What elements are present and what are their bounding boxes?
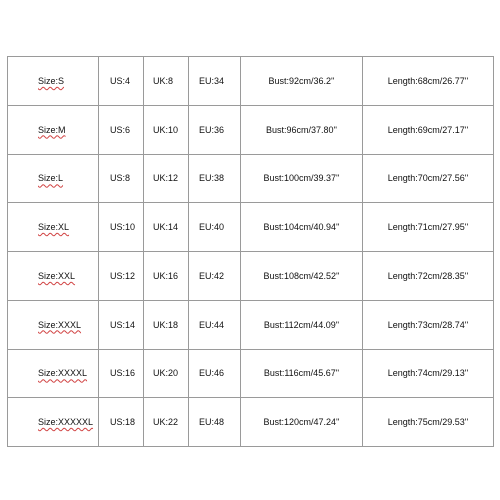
bust-cell: Bust:92cm/36.2'' <box>241 57 363 106</box>
eu-size-cell: EU:34 <box>189 57 241 106</box>
eu-size-cell: EU:42 <box>189 252 241 301</box>
us-size-cell: US:10 <box>99 203 144 252</box>
uk-size-cell: UK:14 <box>144 203 189 252</box>
length-cell: Length:73cm/28.74'' <box>363 300 494 349</box>
uk-size-cell: UK:18 <box>144 300 189 349</box>
table-row <box>8 57 494 106</box>
size-cell: Size:L <box>8 154 99 203</box>
length-cell: Length:68cm/26.77'' <box>363 57 494 106</box>
length-cell: Length:74cm/29.13'' <box>363 349 494 398</box>
length-cell: Length:75cm/29.53'' <box>363 398 494 447</box>
table-row <box>8 349 494 398</box>
size-cell: Size:M <box>8 105 99 154</box>
uk-size-cell: UK:22 <box>144 398 189 447</box>
us-size-cell: US:14 <box>99 300 144 349</box>
length-cell: Length:71cm/27.95'' <box>363 203 494 252</box>
size-cell: Size:XL <box>8 203 99 252</box>
size-cell: Size:XXXXL <box>8 349 99 398</box>
us-size-cell: US:6 <box>99 105 144 154</box>
length-cell: Length:72cm/28.35'' <box>363 252 494 301</box>
uk-size-cell: UK:20 <box>144 349 189 398</box>
uk-size-cell: UK:16 <box>144 252 189 301</box>
size-cell: Size:XXL <box>8 252 99 301</box>
table-row <box>8 154 494 203</box>
table-row <box>8 398 494 447</box>
size-cell: Size:S <box>8 57 99 106</box>
us-size-cell: US:8 <box>99 154 144 203</box>
us-size-cell: US:4 <box>99 57 144 106</box>
us-size-cell: US:18 <box>99 398 144 447</box>
length-cell: Length:69cm/27.17'' <box>363 105 494 154</box>
table-row <box>8 105 494 154</box>
table-row <box>8 203 494 252</box>
size-cell: Size:XXXXXL <box>8 398 99 447</box>
bust-cell: Bust:96cm/37.80'' <box>241 105 363 154</box>
bust-cell: Bust:104cm/40.94'' <box>241 203 363 252</box>
size-chart-table <box>7 56 494 447</box>
us-size-cell: US:12 <box>99 252 144 301</box>
bust-cell: Bust:112cm/44.09'' <box>241 300 363 349</box>
bust-cell: Bust:116cm/45.67'' <box>241 349 363 398</box>
bust-cell: Bust:108cm/42.52'' <box>241 252 363 301</box>
uk-size-cell: UK:8 <box>144 57 189 106</box>
uk-size-cell: UK:10 <box>144 105 189 154</box>
eu-size-cell: EU:48 <box>189 398 241 447</box>
table-row <box>8 300 494 349</box>
size-cell: Size:XXXL <box>8 300 99 349</box>
eu-size-cell: EU:44 <box>189 300 241 349</box>
uk-size-cell: UK:12 <box>144 154 189 203</box>
bust-cell: Bust:100cm/39.37'' <box>241 154 363 203</box>
table-row <box>8 252 494 301</box>
eu-size-cell: EU:36 <box>189 105 241 154</box>
bust-cell: Bust:120cm/47.24'' <box>241 398 363 447</box>
us-size-cell: US:16 <box>99 349 144 398</box>
eu-size-cell: EU:46 <box>189 349 241 398</box>
eu-size-cell: EU:38 <box>189 154 241 203</box>
eu-size-cell: EU:40 <box>189 203 241 252</box>
length-cell: Length:70cm/27.56'' <box>363 154 494 203</box>
